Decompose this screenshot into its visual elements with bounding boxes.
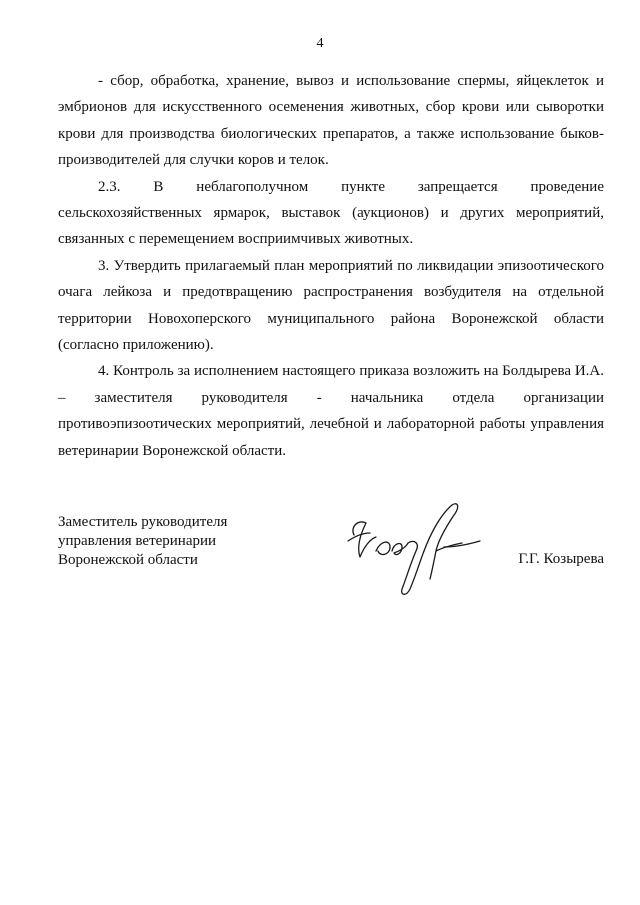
signature-block: [58, 513, 604, 613]
paragraph-plan-approval: 3. Утвердить прилагаемый план мероприятий по ликвидации эпизоотического очага лейкоза и предотвращению распространения возбудителя на отдельной территории Новохоперского муниципального района Воронежской области (согласно приложению).: [58, 257, 604, 354]
paragraph-semen-collection: - сбор, обработка, хранение, вывоз и использование спермы, яйцеклеток и эмбрионов для искусственного осеменения животных, сбор крови или сыворотки крови для производства биологических препаратов, а также использование быков-производителей для случки коров и телок.: [58, 73, 604, 169]
blank-page-area: [0, 620, 640, 905]
paragraph-fairs-prohibition: 2.3. В неблагополучном пункте запрещается проведение сельскохозяйственных ярмарок, выставок (аукционов) и других мероприятий, связанных с перемещением восприимчивых животных.: [58, 178, 604, 248]
signatory-title: [58, 513, 227, 570]
handwritten-signature: [340, 495, 490, 605]
signatory-name: Г.Г. Козырева: [518, 551, 604, 567]
page-number: 4: [316, 36, 324, 51]
signatory-title-line: управления ветеринарии: [58, 533, 217, 549]
signatory-title-line: Заместитель руководителя: [58, 514, 228, 530]
document-body: [58, 68, 604, 464]
paragraph-control: 4. Контроль за исполнением настоящего приказа возложить на Болдырева И.А. – заместителя руководителя - начальника отдела организации противоэпизоотических мероприятий, лечебной и лабораторной работы управления ветеринарии Воронежской области.: [58, 363, 604, 459]
signatory-title-line: Воронежской области: [58, 552, 198, 568]
